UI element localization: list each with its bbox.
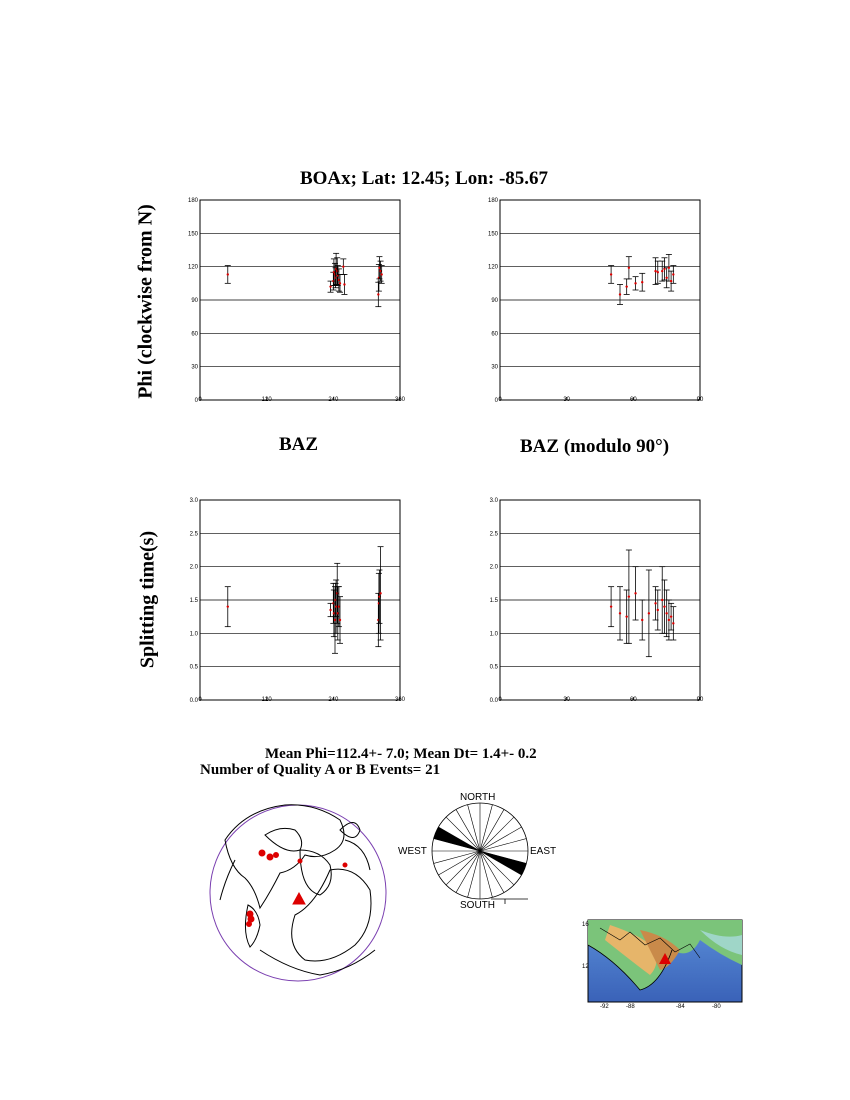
y-tick-label: 150 — [187, 231, 198, 238]
y-tick-label: 150 — [487, 231, 498, 238]
y-tick-label: 1.0 — [489, 631, 498, 638]
x-tick-label: 0 — [198, 697, 202, 703]
y-tick-label: 3.0 — [189, 498, 198, 504]
x-tick-label: 0 — [498, 397, 502, 403]
rose-label-east: EAST — [530, 846, 557, 857]
y-tick-label: 180 — [187, 198, 198, 204]
x-tick-label: 0 — [498, 697, 502, 703]
y-tick-label: 60 — [491, 331, 498, 338]
event-count-text: Number of Quality A or B Events= 21 — [200, 762, 441, 778]
x-tick-label: 90 — [696, 397, 704, 403]
y-axis-label-phi: Phi (clockwise from N) — [134, 204, 157, 399]
x-tick-label: 120 — [261, 697, 272, 703]
y-tick-label: 2.5 — [189, 531, 198, 538]
x-tick-label: 240 — [328, 697, 339, 703]
x-axis-label-baz-modulo: BAZ (modulo 90°) — [520, 436, 670, 457]
y-tick-label: 2.5 — [489, 531, 498, 538]
y-tick-label: 90 — [191, 298, 198, 304]
x-tick-label: 360 — [394, 397, 406, 403]
y-tick-label: 0.0 — [189, 698, 198, 704]
page-title: BOAx; Lat: 12.45; Lon: -85.67 — [299, 168, 549, 189]
y-tick-label: 1.0 — [189, 631, 198, 638]
y-tick-label: 30 — [491, 364, 498, 371]
mean-stats-text: Mean Phi=112.4+- 7.0; Mean Dt= 1.4+- 0.2 — [265, 746, 537, 762]
y-tick-label: 0.5 — [189, 664, 198, 671]
x-tick-label: 240 — [328, 397, 339, 403]
svg-text:12: 12 — [582, 964, 589, 970]
y-tick-label: 60 — [191, 331, 198, 338]
y-tick-label: 120 — [187, 264, 198, 271]
x-axis-label-baz: BAZ — [279, 434, 319, 455]
y-axis-label-splitting-time: Splitting time(s) — [136, 530, 159, 669]
y-tick-label: 1.5 — [189, 598, 198, 604]
rose-label-south: SOUTH — [460, 900, 495, 911]
x-tick-label: 60 — [629, 397, 637, 403]
y-tick-label: 2.0 — [189, 564, 198, 571]
x-tick-label: 0 — [198, 397, 202, 403]
svg-text:16: 16 — [582, 922, 589, 928]
x-tick-label: 120 — [261, 397, 272, 403]
y-tick-label: 0 — [194, 398, 198, 404]
y-tick-label: 3.0 — [489, 498, 498, 504]
svg-text:-84: -84 — [676, 1004, 685, 1010]
y-tick-label: 0.5 — [489, 664, 498, 671]
y-tick-label: 30 — [191, 364, 198, 371]
x-tick-label: 360 — [394, 697, 406, 703]
y-tick-label: 180 — [487, 198, 498, 204]
x-tick-label: 60 — [629, 697, 637, 703]
y-tick-label: 120 — [487, 264, 498, 271]
y-tick-label: 1.5 — [489, 598, 498, 604]
svg-text:-80: -80 — [712, 1004, 721, 1010]
svg-text:-88: -88 — [626, 1004, 635, 1010]
y-tick-label: 90 — [491, 298, 498, 304]
x-tick-label: 30 — [563, 697, 571, 703]
rose-label-north: NORTH — [460, 792, 496, 803]
x-tick-label: 90 — [696, 697, 704, 703]
rose-label-west: WEST — [398, 846, 427, 857]
x-tick-label: 30 — [563, 397, 571, 403]
y-tick-label: 2.0 — [489, 564, 498, 571]
svg-text:-92: -92 — [600, 1004, 609, 1010]
y-tick-label: 0 — [494, 398, 498, 404]
y-tick-label: 0.0 — [489, 698, 498, 704]
